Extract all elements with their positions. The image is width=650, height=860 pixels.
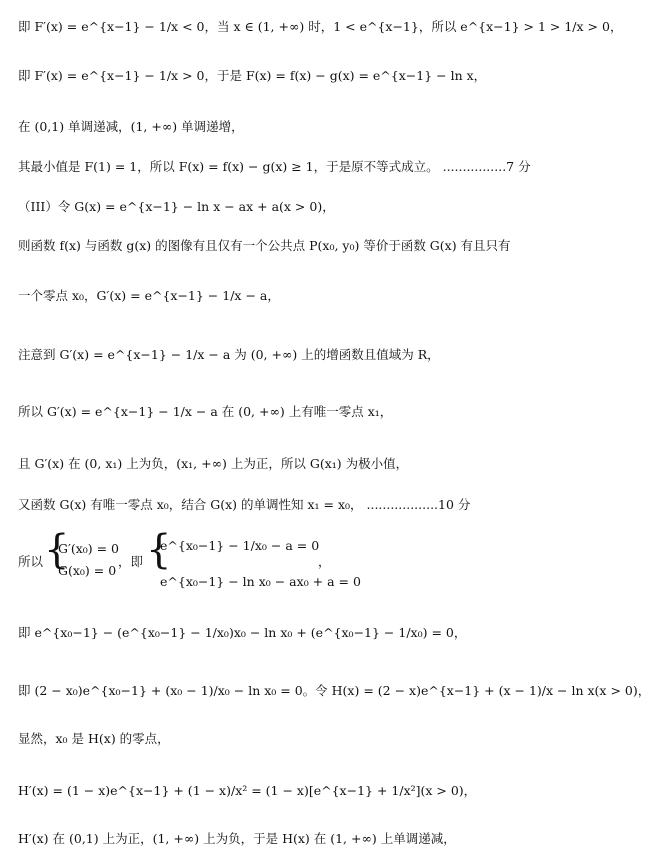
- system-prefix: 所以: [18, 554, 44, 569]
- text-line-2: 即 F′(x) = e^{x−1} − 1/x > 0，于是 F(x) = f(x) − g(x) = e^{x−1} − ln x，: [18, 68, 487, 83]
- text-line-15: H′(x) = (1 − x)e^{x−1} + (1 − x)/x² = (1 − x)[e^{x−1} + 1/x²](x > 0)，: [18, 783, 477, 798]
- text-line-11: 又函数 G(x) 有唯一零点 x₀，结合 G(x) 的单调性知 x₁ = x₀， ..................10 分: [18, 497, 471, 512]
- text-line-16: H′(x) 在 (0,1) 上为正，(1, +∞) 上为负，于是 H(x) 在 (1, +∞) 上单调递减，: [18, 831, 456, 846]
- text-line-3: 在 (0,1) 单调递减，(1, +∞) 单调递增，: [18, 119, 244, 134]
- text-line-10: 且 G′(x) 在 (0, x₁) 上为负，(x₁, +∞) 上为正，所以 G(x₁) 为极小值，: [18, 456, 409, 471]
- text-line-4: 其最小值是 F(1) = 1，所以 F(x) = f(x) − g(x) ≥ 1，于是原不等式成立。 ................7 分: [18, 159, 531, 174]
- text-line-9: 所以 G′(x) = e^{x−1} − 1/x − a 在 (0, +∞) 上有唯一零点 x₁，: [18, 404, 393, 419]
- system-right-eq-1: e^{x₀−1} − 1/x₀ − a = 0: [160, 538, 320, 553]
- text-line-14: 显然，x₀ 是 H(x) 的零点，: [18, 731, 170, 746]
- right-brace: {: [146, 527, 172, 573]
- text-line-8: 注意到 G′(x) = e^{x−1} − 1/x − a 为 (0, +∞) 上的增函数且值域为 R，: [18, 347, 440, 362]
- system-suffix: ，: [318, 554, 331, 569]
- text-line-1: 即 F′(x) = e^{x−1} − 1/x < 0，当 x ∈ (1, +∞) 时，1 < e^{x−1}，所以 e^{x−1} > 1 > 1/x > 0，: [18, 19, 623, 34]
- text-line-5: （III）令 G(x) = e^{x−1} − ln x − ax + a(x > 0)，: [18, 199, 335, 214]
- left-brace: {: [44, 527, 70, 573]
- system-mid: ，即: [118, 554, 144, 569]
- text-line-7: 一个零点 x₀，G′(x) = e^{x−1} − 1/x − a，: [18, 288, 280, 303]
- text-line-13: 即 (2 − x₀)e^{x₀−1} + (x₀ − 1)/x₀ − ln x₀ = 0。令 H(x) = (2 − x)e^{x−1} + (x − 1)/x − ln x(x > 0)，: [18, 683, 650, 698]
- system-right-eq-2: e^{x₀−1} − ln x₀ − ax₀ + a = 0: [160, 574, 361, 589]
- system-left-eq-1: G′(x₀) = 0: [58, 541, 120, 556]
- text-line-12: 即 e^{x₀−1} − (e^{x₀−1} − 1/x₀)x₀ − ln x₀ + (e^{x₀−1} − 1/x₀) = 0，: [18, 625, 467, 640]
- system-left-eq-2: G(x₀) = 0: [58, 563, 117, 578]
- text-line-6: 则函数 f(x) 与函数 g(x) 的图像有且仅有一个公共点 P(x₀, y₀) 等价于函数 G(x) 有且只有: [18, 238, 511, 253]
